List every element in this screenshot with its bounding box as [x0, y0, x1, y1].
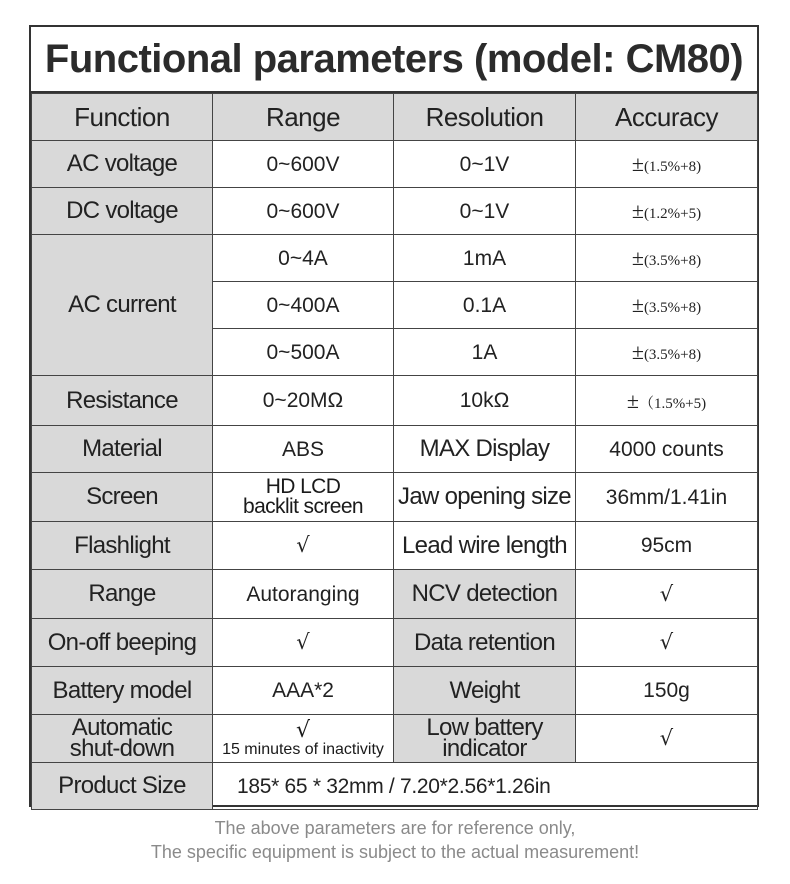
screen-value-line: HD LCD	[265, 475, 341, 499]
auto-label-line: shut-down	[69, 734, 175, 762]
spec-value: Autoranging	[213, 570, 394, 619]
plus-minus-symbol: ±	[631, 339, 644, 364]
check-mark: √	[576, 619, 758, 667]
header-function: Function	[32, 94, 213, 141]
spec-label: On-off beeping	[32, 619, 213, 667]
table-row	[32, 522, 758, 570]
accuracy-value: (1.5%+8)	[643, 159, 702, 175]
table-header-row	[32, 94, 758, 141]
spec-value: 150g	[576, 667, 758, 715]
table-row	[32, 473, 758, 522]
table-row	[32, 570, 758, 619]
spec-value: 95cm	[576, 522, 758, 570]
accuracy-value: (3.5%+8)	[643, 347, 702, 363]
resolution-cell: 1mA	[394, 235, 576, 282]
parameters-table	[31, 93, 758, 810]
spec-label: Product Size	[32, 763, 213, 810]
plus-minus-symbol: ±	[631, 198, 644, 223]
function-cell: DC voltage	[32, 188, 213, 235]
plus-minus-symbol: ±	[631, 245, 644, 270]
accuracy-cell	[576, 282, 758, 329]
spec-label: Flashlight	[32, 522, 213, 570]
footer-note: The above parameters are for reference only,	[214, 818, 576, 838]
spec-sheet	[29, 25, 759, 807]
page-title: Functional parameters (model: CM80)	[31, 27, 757, 93]
plus-minus-symbol: ±	[631, 151, 644, 176]
resolution-cell: 1A	[394, 329, 576, 376]
product-size-value: 185* 65 * 32mm / 7.20*2.56*1.26in	[213, 763, 758, 810]
accuracy-cell	[576, 329, 758, 376]
header-resolution: Resolution	[394, 94, 576, 141]
range-cell: 0~400A	[213, 282, 394, 329]
auto-label-line: Automatic	[71, 714, 173, 742]
plus-minus-symbol: ±	[626, 387, 639, 413]
check-mark: √	[576, 570, 758, 619]
spec-label: Range	[32, 570, 213, 619]
check-mark: √	[213, 522, 394, 570]
table-row	[32, 188, 758, 235]
check-mark: √	[295, 717, 311, 743]
accuracy-cell	[576, 235, 758, 282]
spec-value: AAA*2	[213, 667, 394, 715]
footer-note: The specific equipment is subject to the actual measurement!	[150, 842, 640, 862]
spec-value	[213, 473, 394, 522]
function-cell: Resistance	[32, 376, 213, 426]
function-cell: AC current	[32, 235, 213, 376]
spec-value: 36mm/1.41in	[576, 473, 758, 522]
spec-label: Data retention	[394, 619, 576, 667]
resolution-cell: 10kΩ	[394, 376, 576, 426]
function-cell: AC voltage	[32, 141, 213, 188]
range-cell: 0~500A	[213, 329, 394, 376]
plus-minus-symbol: ±	[631, 292, 644, 317]
range-cell: 0~600V	[213, 141, 394, 188]
accuracy-cell	[576, 376, 758, 426]
header-range: Range	[213, 94, 394, 141]
spec-label: Battery model	[32, 667, 213, 715]
lowbat-label-line: indicator	[442, 734, 527, 762]
range-cell: 0~20MΩ	[213, 376, 394, 426]
spec-label	[32, 715, 213, 763]
resolution-cell: 0~1V	[394, 141, 576, 188]
spec-label: Material	[32, 426, 213, 473]
spec-label: MAX Display	[394, 426, 576, 473]
range-cell: 0~4A	[213, 235, 394, 282]
spec-label: Weight	[394, 667, 576, 715]
table-row	[32, 426, 758, 473]
spec-label: Jaw opening size	[394, 473, 576, 522]
accuracy-value: (3.5%+8)	[643, 300, 702, 316]
accuracy-value: (1.2%+5)	[643, 206, 702, 222]
accuracy-cell	[576, 188, 758, 235]
check-mark: √	[576, 715, 758, 763]
table-row	[32, 715, 758, 763]
spec-label: Screen	[32, 473, 213, 522]
check-mark: √	[213, 619, 394, 667]
header-accuracy: Accuracy	[576, 94, 758, 141]
spec-label	[394, 715, 576, 763]
spec-value	[213, 715, 394, 763]
range-cell: 0~600V	[213, 188, 394, 235]
table-row	[32, 376, 758, 426]
accuracy-value: （1.5%+5)	[638, 395, 707, 412]
table-row	[32, 667, 758, 715]
resolution-cell: 0~1V	[394, 188, 576, 235]
resolution-cell: 0.1A	[394, 282, 576, 329]
table-row	[32, 235, 758, 282]
table-row	[32, 763, 758, 810]
table-row	[32, 141, 758, 188]
table-row	[32, 619, 758, 667]
spec-label: Lead wire length	[394, 522, 576, 570]
accuracy-value: (3.5%+8)	[643, 253, 702, 269]
accuracy-cell	[576, 141, 758, 188]
screen-value-line: backlit screen	[243, 495, 363, 518]
spec-value: 4000 counts	[576, 426, 758, 473]
spec-label: NCV detection	[394, 570, 576, 619]
spec-value: ABS	[213, 426, 394, 473]
lowbat-label-line: Low battery	[426, 714, 543, 742]
auto-shutdown-note: 15 minutes of inactivity	[222, 740, 384, 758]
